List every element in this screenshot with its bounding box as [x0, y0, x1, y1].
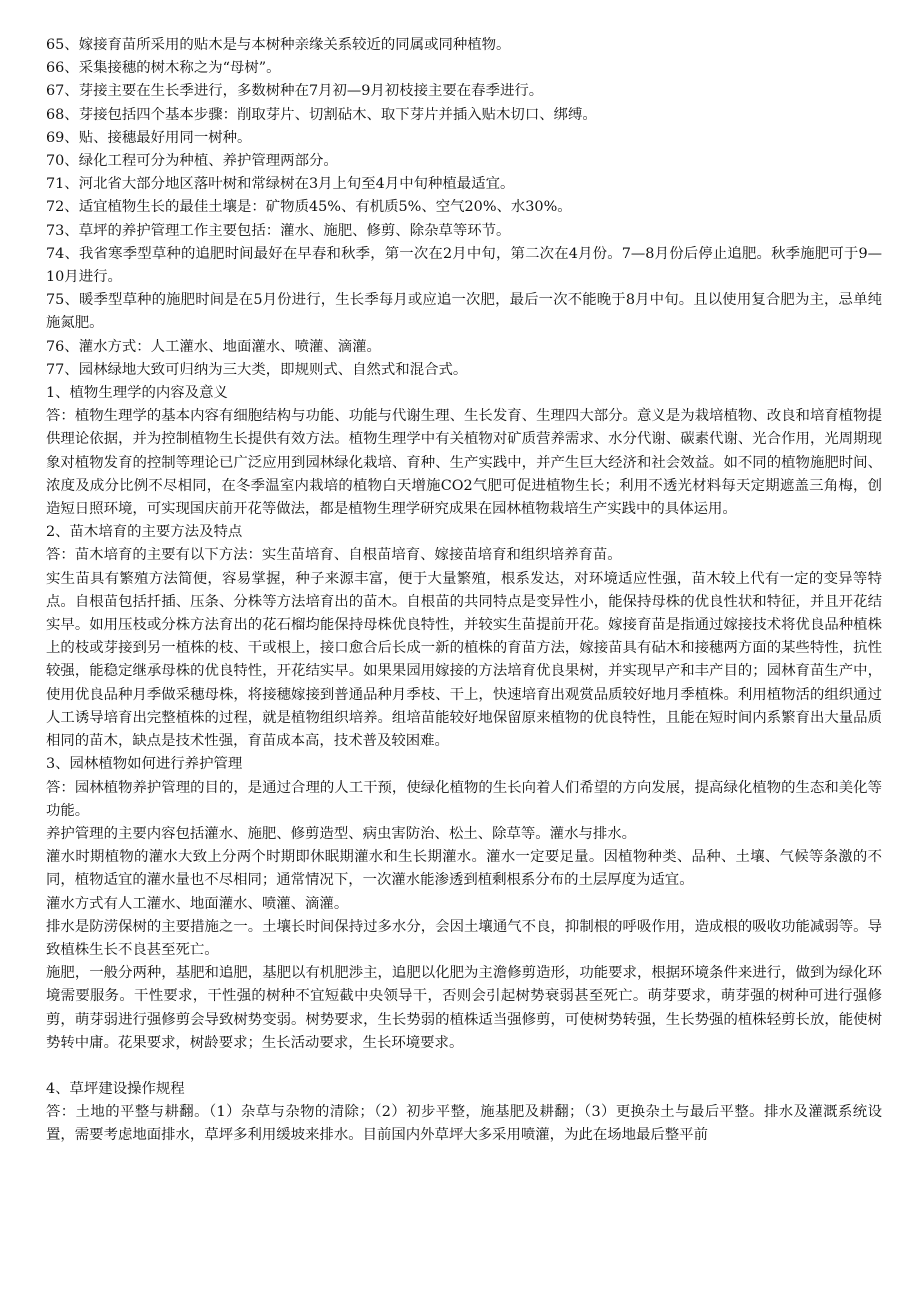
section-2-answer: 答：苗木培育的主要有以下方法：实生苗培育、自根苗培育、嫁接苗培育和组织培养育苗。	[46, 547, 622, 564]
list-item: 69、贴、接穗最好用同一树种。	[46, 129, 252, 146]
section-3-answer: 答：园林植物养护管理的目的，是通过合理的人工干预，使绿化植物的生长向着人们希望的方向发展，提高绿化植物的生态和美化等功能。	[46, 779, 882, 819]
list-item: 72、适宜植物生长的最佳土壤是：矿物质45%、有机质5%、空气20%、水30%。	[46, 199, 572, 216]
section-3-paragraph: 灌水时期植物的灌水大致上分两个时期即休眠期灌水和生长期灌水。灌水一定要足量。因植物种类、品种、土壤、气候等条激的不同，植物适宜的灌水量也不尽相同；通常情况下，一次灌水能渗透到植剩根系分布的土层厚度为适宜。	[46, 849, 882, 889]
list-item: 71、河北省大部分地区落叶树和常绿树在3月上旬至4月中旬种植最适宜。	[46, 176, 515, 193]
list-item: 74、我省寒季型草种的追肥时间最好在早春和秋季，第一次在2月中旬，第二次在4月份。7—8月份后停止追肥。秋季施肥可于9—10月进行。	[46, 245, 882, 286]
list-item: 65、嫁接育苗所采用的贴木是与本树种亲缘关系较近的同属或同种植物。	[46, 37, 511, 53]
list-item: 70、绿化工程可分为种植、养护管理两部分。	[46, 153, 338, 170]
list-item: 73、草坪的养护管理工作主要包括：灌水、施肥、修剪、除杂草等环节。	[46, 222, 511, 239]
section-1-title: 1、植物生理学的内容及意义	[46, 385, 228, 402]
section-3-paragraph: 排水是防涝保树的主要措施之一。土壤长时间保持过多水分，会因土壤通气不良，抑制根的呼吸作用，造成根的吸收功能减弱等。导致植株生长不良甚至死亡。	[46, 918, 882, 958]
section-3-paragraph: 灌水方式有人工灌水、地面灌水、喷灌、滴灌。	[46, 895, 349, 912]
list-item: 76、灌水方式：人工灌水、地面灌水、喷灌、滴灌。	[46, 338, 381, 355]
section-2-title: 2、苗木培育的主要方法及特点	[46, 524, 243, 541]
section-3-paragraph: 养护管理的主要内容包括灌水、施肥、修剪造型、病虫害防治、松土、除草等。灌水与排水。	[46, 825, 637, 842]
list-item: 66、采集接穗的树木称之为“母树”。	[46, 60, 281, 77]
section-4-answer: 答：土地的平整与耕翻。（1）杂草与杂物的清除；（2）初步平整，施基肥及耕翻；（3）更换杂土与最后平整。排水及灌溉系统设置，需要考虑地面排水，草坪多利用缓坡来排水。目前国内外草坪大多采用喷灌，为此在场地最后整平前	[46, 1104, 882, 1144]
list-item: 68、芽接包括四个基本步骤：削取芽片、切割砧木、取下芽片并插入贴木切口、绑缚。	[46, 106, 597, 123]
section-4-title: 4、草坪建设操作规程	[46, 1080, 185, 1097]
section-3-paragraph: 施肥，一般分两种，基肥和追肥，基肥以有机肥渉主，追肥以化肥为主澹修剪造形，功能要求，根据环境条件来进行，做到为绿化环境需要服务。干性要求，干性强的树种不宜短截中央领导干，否则会引起树势衰弱甚至死亡。萌芽要求，萌芽强的树种可进行强修剪，萌芽弱进行强修剪会导致树势变弱。树势要求，生长势弱的植株适当强修剪，可使树势转强，生长势强的植株轻剪长放，能使树势转中庸。花果要求，树龄要求；生长活动要求，生长环境要求。	[46, 965, 882, 1051]
list-item: 77、园林绿地大致可归纳为三大类，即规则式、自然式和混合式。	[46, 361, 468, 378]
section-2-paragraph: 实生苗具有繁殖方法简便，容易掌握，种子来源丰富，便于大量繁殖，根系发达，对环境适应性强，苗木较上代有一定的变异等特点。自根苗包括扦插、压条、分株等方法培育出的苗木。自根苗的共同特点是变异性小，能保持母株的优良性状和特征，并且开花结实早。如用压枝或分株方法育出的花石榴均能保持母株优良特性，并较实生苗提前开花。嫁接育苗是指通过嫁接技术将优良品种植株上的枝或芽接到另一植株的枝、干或根上，接口愈合后长成一新的植株的育苗方法，嫁接苗具有砧木和接穗两方面的某些特性，抗性较强，能稳定继承母株的优良特性，开花结实早。如果果园用嫁接的方法培育优良果树，并实现早产和丰产目的；园林育苗生产中，使用优良品种月季做采穗母株，将接穗嫁接到普通品种月季枝、干上，快速培育出观赏品质较好地月季植株。利用植物活的组织通过人工诱导培育出完整植株的过程，就是植物组织培养。组培苗能较好地保留原来植物的优良特性，且能在短时间内系繁育出大量品质相同的苗木，缺点是技术性强，育苗成本高，技术普及较困难。	[46, 570, 882, 750]
list-item: 67、芽接主要在生长季进行，多数树种在7月初—9月初枝接主要在春季进行。	[46, 83, 544, 100]
section-1-answer: 答：植物生理学的基本内容有细胞结构与功能、功能与代谢生理、生长发育、生理四大部分。意义是为栽培植物、改良和培育植物提供理论依据，并为控制植物生长提供有效方法。植物生理学中有关植物对矿质营养需求、水分代谢、碳素代谢、光合作用，光周期现象对植物发育的控制等理论已广泛应用到园林绿化栽培、育种、生产实践中，并产生巨大经济和社会效益。如不同的植物施肥时间、浓度及成分比例不尽相同，在冬季温室内栽培的植物白天增施CO2气肥可促进植物生长；利用不透光材料每天定期遮盖三角梅，创造短日照环境，可实现国庆前开花等做法，都是植物生理学研究成果在园林植物栽培生产实践中的具体运用。	[46, 408, 882, 518]
list-item: 75、暖季型草种的施肥时间是在5月份进行，生长季每月或应追一次肥，最后一次不能晚于8月中旬。且以使用复合肥为主，忌单纯施氮肥。	[46, 292, 882, 332]
section-3-title: 3、园林植物如何进行养护管理	[46, 756, 243, 773]
blank-line	[46, 1055, 882, 1078]
